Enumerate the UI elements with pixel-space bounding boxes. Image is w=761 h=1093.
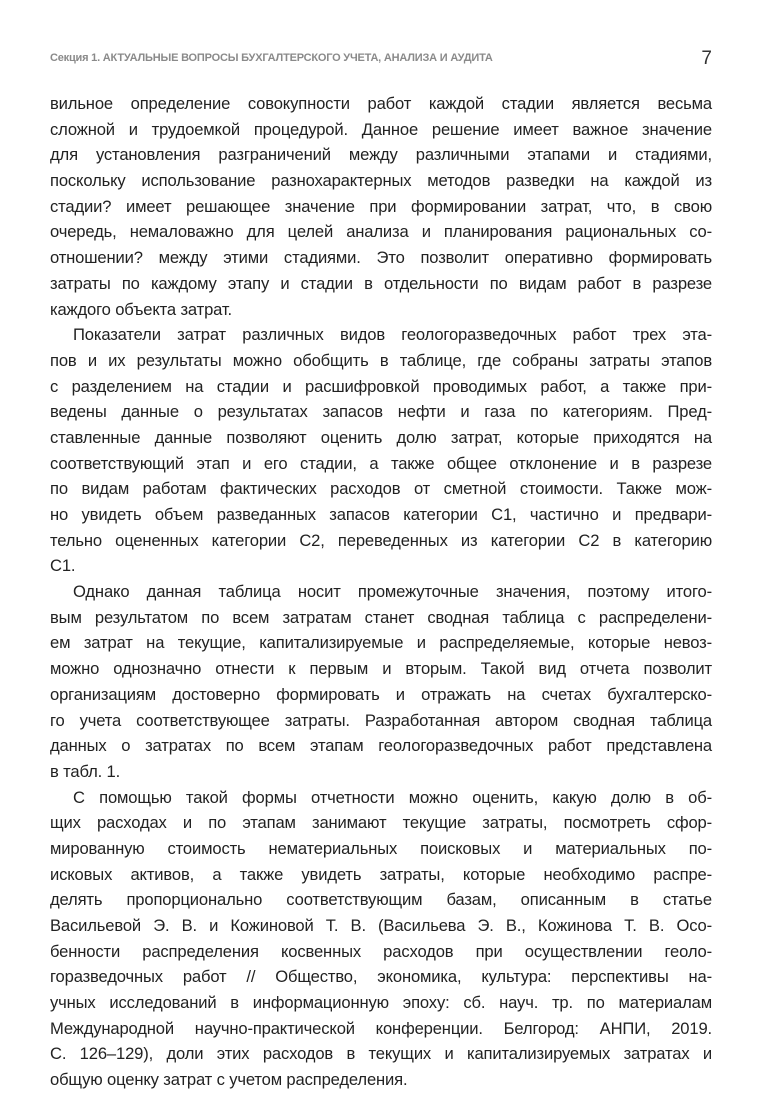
text-line: тельно оцененных категории С2, переведенных из категории С2 в категорию (50, 530, 712, 550)
text-line: ем затрат на текущие, капитализируемые и распределяемые, которые невоз- (50, 633, 712, 653)
text-line: Однако данная таблица носит промежуточные значения, поэтому итого- (73, 582, 712, 602)
text-line: можно однозначно отнести к первым и вторым. Такой вид отчета позволит (50, 659, 712, 679)
text-line: Международной научно-практической конференции. Белгород: АНПИ, 2019. (50, 1018, 712, 1038)
text-line: общую оценку затрат с учетом распределения. (50, 1070, 408, 1090)
paragraph (50, 579, 712, 785)
text-line: С. 126–129), доли этих расходов в текущих и капитализируемых затратах и (50, 1044, 712, 1064)
text-line: сложной и трудоемкой процедурой. Данное решение имеет важное значение (50, 119, 712, 139)
paragraph (50, 91, 712, 322)
text-line: вильное определение совокупности работ каждой стадии является весьма (50, 94, 712, 113)
text-line: ставленные данные позволяют оценить долю затрат, которые приходятся на (50, 427, 712, 447)
text-line: пов и их результаты можно обобщить в таблице, где собраны затраты этапов (50, 350, 712, 370)
text-line: соответствующий этап и его стадии, а также общее отклонение и в разрезе (50, 453, 712, 473)
text-line: стадии? имеет решающее значение при формировании затрат, что, в свою (50, 196, 712, 216)
page-number: 7 (701, 48, 712, 69)
body-text (50, 91, 712, 1093)
text-line: данных о затратах по всем этапам геологоразведочных работ представлена (50, 736, 712, 756)
text-line: для установления разграничений между различными этапами и стадиями, (50, 145, 712, 165)
paragraph (50, 785, 712, 1093)
page-header (50, 50, 712, 70)
text-line: бенности распределения косвенных расходов при осуществлении геоло- (50, 941, 712, 961)
text-line: отношении? между этими стадиями. Это позволит оперативно формировать (50, 248, 712, 268)
text-line: Показатели затрат различных видов геологоразведочных работ трех эта- (73, 325, 712, 345)
text-line: Васильевой Э. В. и Кожиновой Т. В. (Васильева Э. В., Кожинова Т. В. Осо- (50, 916, 712, 935)
text-line: в табл. 1. (50, 761, 121, 781)
paragraph (50, 322, 712, 579)
text-line: мированную стоимость нематериальных поисковых и материальных по- (50, 838, 712, 858)
text-line: щих расходах и по этапам занимают текущие затраты, посмотреть сфор- (50, 813, 712, 833)
text-line: очередь, немаловажно для целей анализа и планирования рациональных со- (50, 222, 712, 242)
text-line: каждого объекта затрат. (50, 299, 232, 319)
text-line: но увидеть объем разведанных запасов категории С1, частично и предвари- (50, 505, 712, 524)
text-line: С1. (50, 556, 76, 576)
text-line: поскольку использование разнохарактерных методов разведки на каждой из (50, 171, 712, 191)
running-title: Секция 1. АКТУАЛЬНЫЕ ВОПРОСЫ БУХГАЛТЕРСКОГО УЧЕТА, АНАЛИЗА И АУДИТА (50, 52, 493, 64)
text-line: организациям достоверно формировать и отражать на счетах бухгалтерско- (50, 684, 712, 704)
text-line: С помощью такой формы отчетности можно оценить, какую долю в об- (73, 787, 712, 807)
text-line: делять пропорционально соответствующим базам, описанным в статье (50, 890, 712, 910)
text-line: исковых активов, а также увидеть затраты, которые необходимо распре- (50, 864, 712, 884)
text-line: вым результатом по всем затратам станет сводная таблица с распределени- (50, 607, 712, 627)
text-line: с разделением на стадии и расшифровкой проводимых работ, а также при- (50, 376, 712, 396)
text-line: го учета соответствующее затраты. Разработанная автором сводная таблица (50, 710, 712, 730)
text-line: затраты по каждому этапу и стадии в отдельности по видам работ в разрезе (50, 273, 712, 293)
text-line: горазведочных работ // Общество, экономика, культура: перспективы на- (50, 967, 712, 987)
text-line: ведены данные о результатах запасов нефти и газа по категориям. Пред- (50, 402, 712, 422)
text-line: учных исследований в информационную эпоху: сб. науч. тр. по материалам (50, 993, 712, 1013)
text-line: по видам работам фактических расходов от сметной стоимости. Также мож- (50, 479, 712, 499)
